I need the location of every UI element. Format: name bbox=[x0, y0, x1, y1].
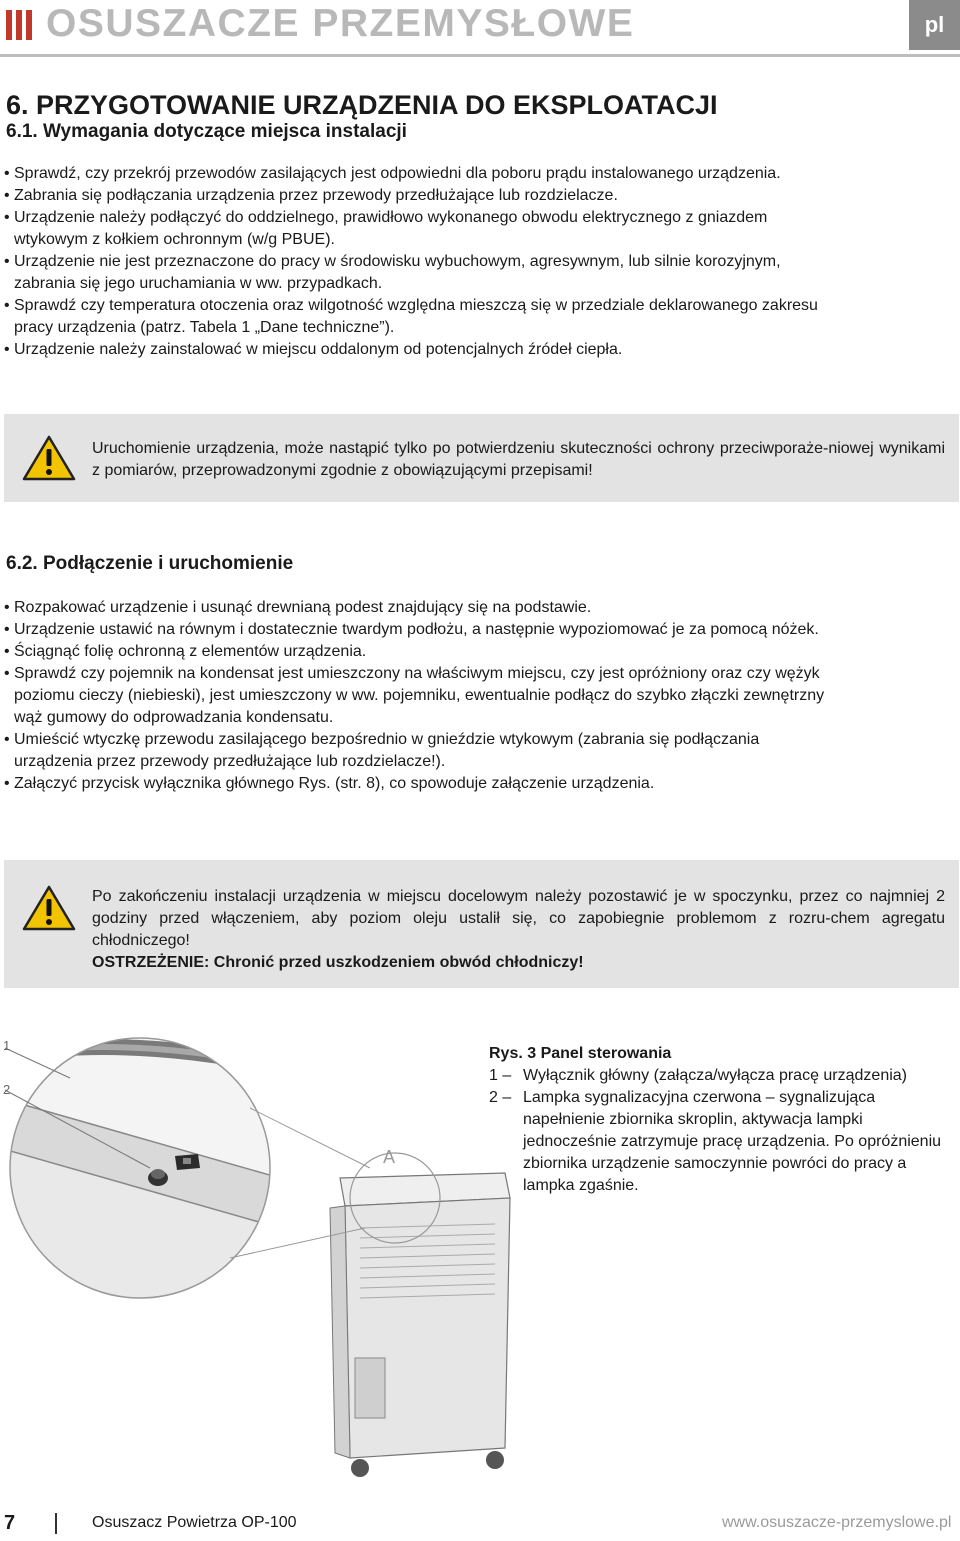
list-item: • Urządzenie należy podłączyć do oddzielnego, prawidłowo wykonanego obwodu elektrycznego z gniazdem wtykowym z kołkiem ochronnym (w/g PBUE). bbox=[4, 207, 944, 251]
caption-item-number: 2 – bbox=[489, 1089, 512, 1106]
startup-steps-list bbox=[4, 597, 944, 795]
caption-item-text: Lampka sygnalizacyjna czerwona – sygnalizująca napełnienie zbiornika skroplin, aktywacja lampki jednocześnie zatrzymuje pracę urządzenia. Po opróżnieniu zbiornika urządzenie samoczynnie powróci do pracy a lampka zgaśnie. bbox=[523, 1089, 942, 1194]
warning-triangle-icon bbox=[22, 884, 76, 932]
list-item: • Załączyć przycisk wyłącznika głównego Rys. (str. 8), co spowoduje załączenie urządzenia. bbox=[4, 773, 944, 795]
warning-paragraph: Po zakończeniu instalacji urządzenia w miejscu docelowym należy pozostawić je w spoczynku, przez co najmniej 2 godziny przed włączeniem, aby poziom oleju ustalił się, co zapobiegnie problemom z rozru-chem agregatu chłodniczego! bbox=[92, 888, 945, 949]
warning-emphasis: OSTRZEŻENIE: Chronić przed uszkodzeniem obwód chłodniczy! bbox=[92, 954, 584, 971]
figure-caption bbox=[489, 1043, 959, 1197]
callout-label-2: 2 bbox=[3, 1082, 11, 1097]
caption-item-number: 1 – bbox=[489, 1067, 512, 1084]
subsection-title-6-1: 6.1. Wymagania dotyczące miejsca instalacji bbox=[6, 121, 407, 142]
footer-divider bbox=[55, 1513, 57, 1534]
list-item: • Sprawdź, czy przekrój przewodów zasilających jest odpowiedni dla poboru prądu instalowanego urządzenia. bbox=[4, 163, 944, 185]
warning-triangle-icon bbox=[22, 434, 76, 482]
caption-item bbox=[489, 1065, 959, 1087]
list-item: • Ściągnąć folię ochronną z elementów urządzenia. bbox=[4, 641, 944, 663]
warning-text: Uruchomienie urządzenia, może nastąpić tylko po potwierdzeniu skuteczności ochrony przeciwporaże-niowej wynikami z pomiarów, przeprowadzonymi zgodnie z obowiązującymi przepisami! bbox=[92, 440, 945, 479]
header-divider bbox=[0, 54, 960, 57]
section-title: 6. PRZYGOTOWANIE URZĄDZENIA DO EKSPLOATACJI bbox=[6, 90, 718, 120]
callout-label-1: 1 bbox=[3, 1038, 11, 1053]
list-item: • Sprawdź czy pojemnik na kondensat jest umieszczony na właściwym miejscu, czy jest opróżniony oraz czy wężyk poziomu cieczy (niebieski), jest umieszczony w ww. pojemniku, ewentualnie podłącz do szybko złączki zewnętrzny wąż gumowy do odprowadzania kondensatu. bbox=[4, 663, 944, 729]
caption-item-text: Wyłącznik główny (załącza/wyłącza pracę urządzenia) bbox=[523, 1067, 908, 1084]
document-title: Osuszacz Powietrza OP-100 bbox=[92, 1514, 297, 1531]
detail-label-a: A bbox=[383, 1147, 396, 1167]
list-item: • Rozpakować urządzenie i usunąć drewnianą podest znajdujący się na podstawie. bbox=[4, 597, 944, 619]
page-number: 7 bbox=[4, 1512, 16, 1534]
language-badge[interactable]: pl bbox=[909, 0, 960, 50]
warning-box bbox=[4, 860, 959, 988]
warning-text bbox=[92, 886, 945, 974]
website-link[interactable]: www.osuszacze-przemyslowe.pl bbox=[722, 1514, 952, 1531]
control-panel-illustration bbox=[0, 1028, 520, 1488]
list-item: • Urządzenie ustawić na równym i dostatecznie twardym podłożu, a następnie wypoziomować je za pomocą nóżek. bbox=[4, 619, 944, 641]
brand-stripes-icon bbox=[6, 10, 36, 40]
list-item: • Urządzenie należy zainstalować w miejscu oddalonym od potencjalnych źródeł ciepła. bbox=[4, 339, 944, 361]
brand-name: OSUSZACZE PRZEMYSŁOWE bbox=[46, 2, 635, 45]
list-item: • Urządzenie nie jest przeznaczone do pracy w środowisku wybuchowym, agresywnym, lub silnie korozyjnym, zabrania się jego uruchamiania w ww. przypadkach. bbox=[4, 251, 944, 295]
warning-box bbox=[4, 414, 959, 502]
caption-item bbox=[489, 1087, 959, 1197]
caption-title: Rys. 3 Panel sterowania bbox=[489, 1045, 672, 1062]
list-item: • Sprawdź czy temperatura otoczenia oraz wilgotność względna mieszczą się w przedziale deklarowanego zakresu pracy urządzenia (patrz. Tabela 1 „Dane techniczne”). bbox=[4, 295, 944, 339]
list-item: • Zabrania się podłączania urządzenia przez przewody przedłużające lub rozdzielacze. bbox=[4, 185, 944, 207]
list-item: • Umieścić wtyczkę przewodu zasilającego bezpośrednio w gnieździe wtykowym (zabrania się podłączania urządzenia przez przewody przedłużające lub rozdzielacze!). bbox=[4, 729, 944, 773]
requirements-list bbox=[4, 163, 944, 361]
subsection-title-6-2: 6.2. Podłączenie i uruchomienie bbox=[6, 553, 294, 574]
